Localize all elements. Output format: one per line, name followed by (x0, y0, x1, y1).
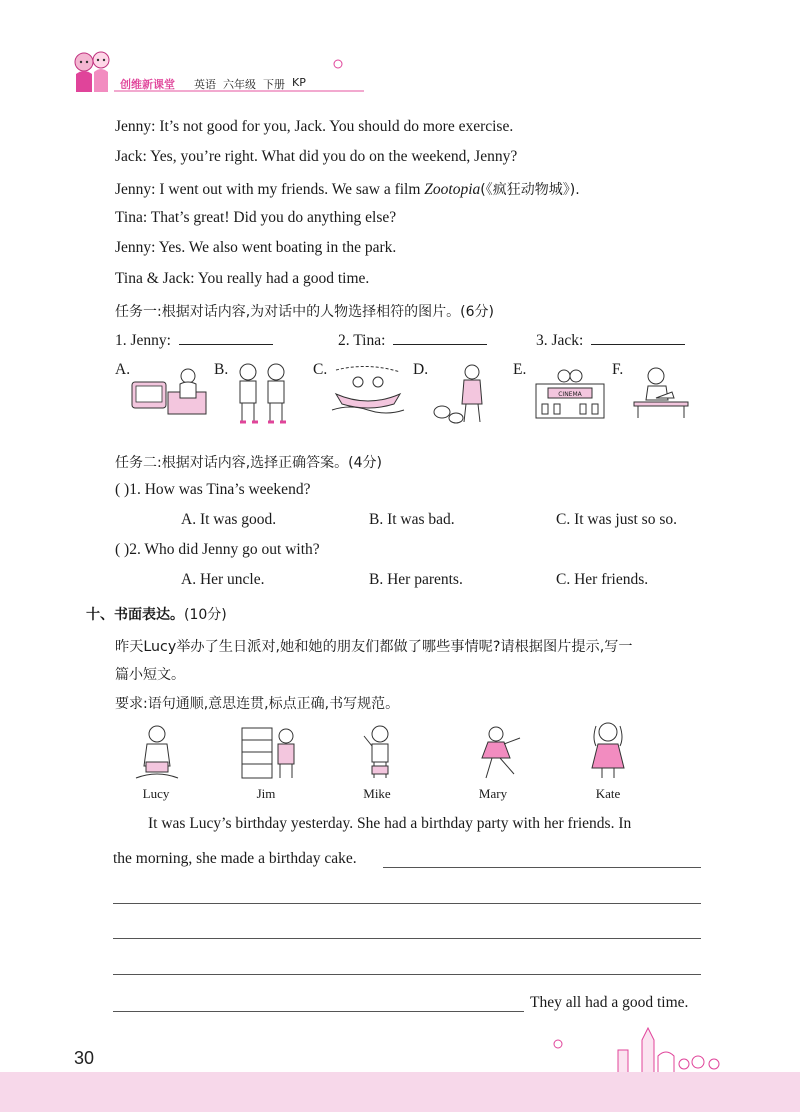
essay-line-2: the morning, she made a birthday cake. (113, 850, 357, 867)
header-kids-logo-icon (70, 48, 116, 98)
header-flower-icon (332, 58, 344, 70)
option-f-label: F. (612, 361, 624, 378)
task1-item-jenny: 1. Jenny: (115, 330, 273, 350)
header-brand: 创维新课堂 (120, 78, 175, 91)
option-d-farm-picture (430, 360, 496, 426)
kate-singing-picture (584, 720, 632, 782)
answer-blank[interactable] (393, 330, 487, 345)
person-name-jim: Jim (256, 786, 276, 801)
writing-line[interactable] (383, 867, 701, 868)
answer-blank[interactable] (179, 330, 273, 345)
jim-shelves-picture (238, 722, 302, 782)
writing-line[interactable] (113, 938, 701, 939)
option-c-label: C. (313, 361, 328, 378)
dialogue-line-2: Jack: Yes, you’re right. What did you do on the weekend, Jenny? (115, 148, 518, 165)
mike-picture (358, 722, 400, 782)
header-edition: KP (292, 76, 306, 89)
section10-prompt-1: 昨天Lucy举办了生日派对,她和她的朋友们都做了哪些事情呢?请根据图片提示,写一 (115, 639, 633, 655)
task1-item-jack: 3. Jack: (536, 330, 685, 350)
option-d-label: D. (413, 361, 429, 378)
option-e-cinema-picture (530, 368, 610, 422)
mary-dancing-picture (474, 722, 524, 782)
option-e-label: E. (513, 361, 527, 378)
person-name-lucy: Lucy (142, 786, 170, 801)
option-a-label: A. (115, 361, 131, 378)
task2-title: 任务二:根据对话内容,选择正确答案。(4分) (115, 455, 382, 471)
task2-q2-option-b[interactable]: B. Her parents. (369, 571, 463, 588)
dialogue-line-5: Jenny: Yes. We also went boating in the park. (115, 239, 397, 256)
lucy-cake-picture (132, 722, 182, 782)
option-f-reading-picture (630, 362, 692, 420)
person-name-mike: Mike (363, 786, 391, 801)
task2-q1-option-c[interactable]: C. It was just so so. (556, 511, 677, 528)
task1-title: 任务一:根据对话内容,为对话中的人物选择相符的图片。(6分) (115, 304, 494, 320)
task2-q2-option-a[interactable]: A. Her uncle. (181, 571, 265, 588)
dialogue-line-3-post: (《疯狂动物城》). (480, 182, 580, 198)
section10-requirement: 要求:语句通顺,意思连贯,标点正确,书写规范。 (115, 696, 400, 712)
section10-prompt-2: 篇小短文。 (115, 667, 185, 683)
dialogue-line-1: Jenny: It’s not good for you, Jack. You should do more exercise. (115, 118, 514, 135)
answer-blank[interactable] (591, 330, 685, 345)
dialogue-line-6: Tina & Jack: You really had a good time. (115, 270, 370, 287)
cinema-sign: CINEMA (558, 391, 582, 398)
essay-ending: They all had a good time. (530, 994, 689, 1011)
task2-question-2: ( )2. Who did Jenny go out with? (115, 541, 320, 558)
essay-line-1: It was Lucy’s birthday yesterday. She had a birthday party with her friends. In (148, 815, 632, 832)
header-volume: 下册 (263, 78, 285, 91)
option-a-computer-picture (128, 362, 212, 422)
task1-item-tina: 2. Tina: (338, 330, 487, 350)
film-title: Zootopia (424, 181, 481, 198)
dialogue-line-4: Tina: That’s great! Did you do anything else? (115, 209, 397, 226)
writing-line[interactable] (113, 903, 701, 904)
option-b-label: B. (214, 361, 229, 378)
writing-line[interactable] (113, 974, 701, 975)
task2-question-1: ( )1. How was Tina’s weekend? (115, 481, 311, 498)
header-subject: 英语 (194, 78, 216, 91)
section10-heading (86, 604, 227, 624)
dialogue-line-3-pre: Jenny: I went out with my friends. We saw a film (115, 181, 425, 198)
section10-score: (10分) (184, 607, 227, 623)
page-number: 30 (74, 1048, 95, 1068)
option-c-boating-picture (330, 364, 406, 414)
task2-q2-option-c[interactable]: C. Her friends. (556, 571, 649, 588)
header (70, 48, 370, 98)
person-name-mary: Mary (478, 786, 508, 801)
footer-pink-band (0, 1072, 800, 1112)
person-name-kate: Kate (595, 786, 621, 801)
option-b-grandparents-picture (230, 360, 296, 426)
dialogue-line-3 (115, 179, 580, 199)
task2-q1-option-a[interactable]: A. It was good. (181, 511, 277, 528)
header-grade: 六年级 (223, 78, 256, 91)
section10-title: 十、书面表达。 (86, 607, 184, 623)
footer-castle-decoration-icon (548, 1020, 728, 1074)
task2-q1-option-b[interactable]: B. It was bad. (369, 511, 455, 528)
writing-line[interactable] (113, 1011, 524, 1012)
